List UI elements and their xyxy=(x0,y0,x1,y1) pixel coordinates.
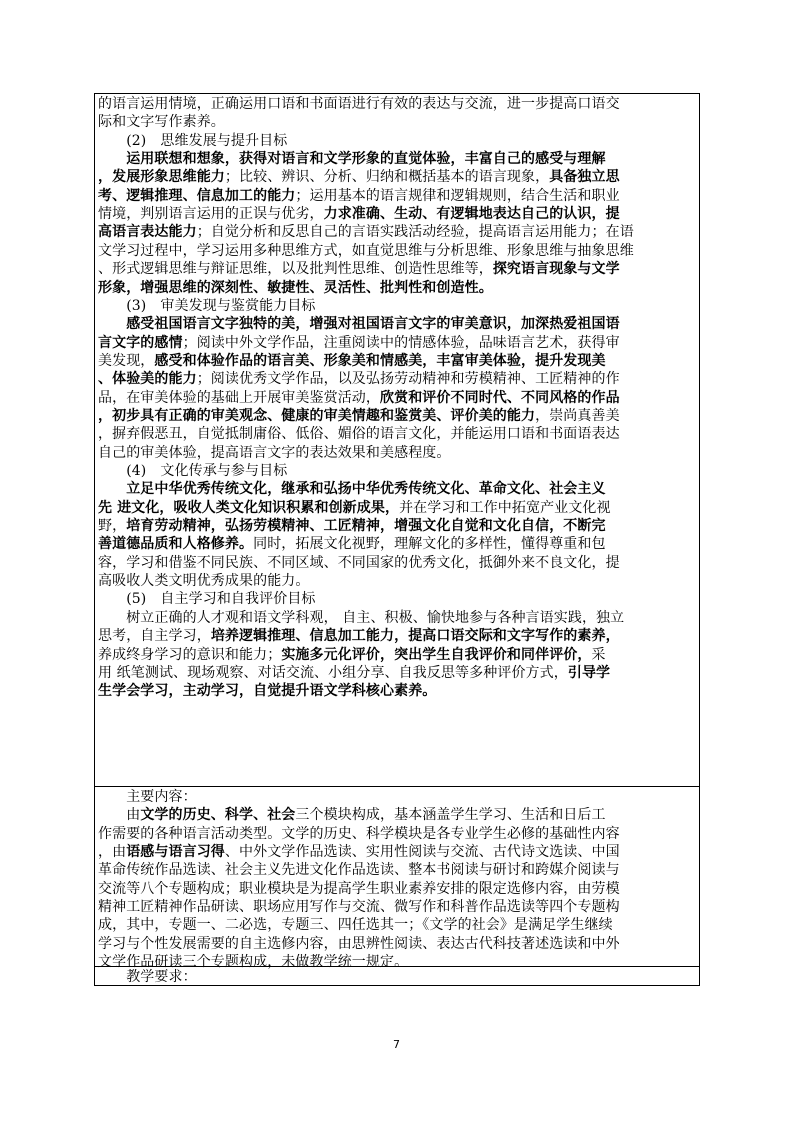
text-line xyxy=(98,682,698,700)
text-run: 成，其中，专题一、二必选，专题三、四任选其一；《文学的社会》是满足学生继续 xyxy=(98,917,613,934)
text-line xyxy=(98,499,698,517)
text-line xyxy=(98,352,698,370)
bold-text: 培育劳动精神，弘扬劳模精神、工匠精神，增强文化自觉和文化自信，不断完 xyxy=(126,518,606,535)
bold-text: 培养逻辑推理、信息加工能力，提高口语交际和文字写作的素养， xyxy=(210,628,620,645)
bold-text: 语感与语言习得 xyxy=(126,844,225,861)
bold-text: 善道德品质和人格修养。 xyxy=(98,536,254,553)
text-run: 思考，自主学习， xyxy=(98,628,211,645)
text-line xyxy=(98,187,698,205)
text-run: 文学习过程中，学习运用多种思维方式，如直觉思维与分析思维、形象思维与抽象思维 xyxy=(98,242,634,259)
text-line xyxy=(98,916,698,934)
bold-text: 言文字的感情 xyxy=(98,334,183,351)
bold-text: 高语言表达能力 xyxy=(98,224,197,241)
text-run: 并在学习和工作中拓宽产业文化视 xyxy=(399,499,611,516)
text-line xyxy=(98,370,698,388)
bold-text: 先 进文化，吸收人类文化知识积累和创新成果， xyxy=(98,499,400,516)
text-run: 采 xyxy=(591,646,606,663)
text-run: 养成终身学习的意识和能力； xyxy=(98,646,282,663)
text-run: ，崇尚真善美 xyxy=(535,407,620,424)
text-run: 美发现， xyxy=(98,352,155,369)
bold-text: 欣赏和评价不同时代、不同风格的作品 xyxy=(380,389,620,406)
text-line xyxy=(98,150,698,168)
text-line xyxy=(98,223,698,241)
text-run: 野， xyxy=(98,518,127,535)
text-run: 品，在审美体验的基础上开展审美鉴赏活动， xyxy=(98,389,380,406)
text-run: 三个模块构成，基本涵盖学生学习、生活和日后工 xyxy=(295,807,606,824)
text-run: 同时，拓展文化视野，理解文化的多样性，懂得尊重和包 xyxy=(253,536,606,553)
bold-text: 生学会学习，主动学习，自觉提升语文学科核心素养。 xyxy=(98,683,437,700)
text-run: 由 xyxy=(98,807,141,824)
text-run: 自己的审美体验，提高语言文字的表达效果和美感程度。 xyxy=(98,444,451,461)
text-line xyxy=(98,806,698,824)
text-line xyxy=(98,788,698,806)
text-run: 作需要的各种语言活动类型。文学的历史、科学模块是各专业学生必修的基础性内容 xyxy=(98,825,620,842)
text-line xyxy=(98,425,698,443)
text-line xyxy=(98,554,698,572)
text-line xyxy=(98,627,698,645)
text-run: (3) 审美发现与鉴赏能力目标 xyxy=(98,297,316,314)
text-run: 革命传统作品选读、社会主义先进文化作品选读、整本书阅读与研讨和跨媒介阅读与 xyxy=(98,862,620,879)
text-line xyxy=(98,444,698,462)
bold-text: 感受和体验作品的语言美、形象美和情感美，丰富审美体验，提升发现美 xyxy=(154,352,606,369)
text-run: ；运用基本的语言规律和逻辑规则，结合生活和职业 xyxy=(295,187,620,204)
text-line xyxy=(98,572,698,590)
text-run: 高吸收人类文明优秀成果的能力。 xyxy=(98,573,310,590)
text-line xyxy=(98,825,698,843)
bold-text: 实施多元化评价，突出学生自我评价和同伴评价， xyxy=(281,646,592,663)
text-line xyxy=(98,95,698,113)
page-number: 7 xyxy=(393,1038,400,1051)
text-line xyxy=(98,609,698,627)
text-run: (5) 自主学习和自我评价目标 xyxy=(98,591,316,608)
text-run: 情境，判别语言运用的正误与优劣， xyxy=(98,206,324,223)
bold-text: 考、逻辑推理、信息加工的能力 xyxy=(98,187,296,204)
text-run: 的语言运用情境，正确运用口语和书面语进行有效的表达与交流，进一步提高口语交 xyxy=(98,96,620,112)
text-run: 文学作品研读三个专题构成，未做教学统一规定。 xyxy=(98,954,409,971)
text-line xyxy=(98,861,698,879)
bold-text: 形象，增强思维的深刻性、敏捷性、灵活性、批判性和创造性。 xyxy=(98,279,493,296)
text-line xyxy=(98,590,698,608)
text-run: 用 纸笔测试、现场观察、对话交流、小组分享、自我反思等多种评价方式， xyxy=(98,664,568,681)
text-run: 主要内容： xyxy=(98,789,197,805)
text-line xyxy=(98,968,698,986)
row-divider xyxy=(94,786,700,787)
text-run: 精神工匠精神作品研读、职场应用写作与交流、微写作和科普作品选读等四个专题构 xyxy=(98,899,620,916)
text-line xyxy=(98,389,698,407)
text-line xyxy=(98,843,698,861)
text-run: ；阅读中外文学作品，注重阅读中的情感体验，品味语言艺术，获得审 xyxy=(182,334,620,351)
text-line xyxy=(98,880,698,898)
text-run: 容，学习和借鉴不同民族、不同区域、不同国家的优秀文化，抵御外来不良文化，提 xyxy=(98,554,620,571)
bold-text: 运用联想和想象，获得对语言和文学形象的直觉体验，丰富自己的感受与理解 xyxy=(98,151,606,168)
text-line xyxy=(98,168,698,186)
text-line xyxy=(98,132,698,150)
text-run: 学习与个性发展需要的自主选修内容，由思辨性阅读、表达古代科技著述选读和中外 xyxy=(98,935,620,952)
text-line xyxy=(98,297,698,315)
bold-text: 引导学 xyxy=(567,664,611,681)
text-run: 际和文字写作素养。 xyxy=(98,114,225,131)
bold-text: 力求准确、生动、有逻辑地表达自己的认识，提 xyxy=(323,206,620,223)
bold-text: 、体验美的能力 xyxy=(98,371,197,388)
text-run: ，摒弃假恶丑，自觉抵制庸俗、低俗、媚俗的语言文化，并能运用口语和书面语表达 xyxy=(98,426,620,443)
text-run: 树立正确的人才观和语文学科观， 自主、积极、愉快地参与各种言语实践，独立 xyxy=(98,609,625,626)
text-line xyxy=(98,646,698,664)
bold-text: 探究语言现象与文学 xyxy=(492,261,620,278)
text-line xyxy=(98,407,698,425)
text-line xyxy=(98,462,698,480)
text-run: (2) 思维发展与提升目标 xyxy=(98,132,288,149)
text-run: ，由 xyxy=(98,844,127,861)
text-line xyxy=(98,535,698,553)
text-run: 教学要求： xyxy=(98,969,197,985)
text-line xyxy=(98,315,698,333)
text-line xyxy=(98,205,698,223)
text-line xyxy=(98,242,698,260)
bold-text: ，发展形象思维能力 xyxy=(98,169,225,186)
text-line xyxy=(98,480,698,498)
text-run: ；阅读优秀文学作品，以及弘扬劳动精神和劳模精神、工匠精神的作 xyxy=(196,371,620,388)
text-run: (4) 文化传承与参与目标 xyxy=(98,463,288,479)
text-line xyxy=(98,898,698,916)
text-line xyxy=(98,260,698,278)
text-run: 、形式逻辑思维与辩证思维，以及批判性思维、创造性思维等， xyxy=(98,261,493,278)
text-line xyxy=(98,935,698,953)
text-line xyxy=(98,113,698,131)
text-run: 、中外文学作品选读、实用性阅读与交流、古代诗文选读、中国 xyxy=(224,844,620,861)
text-run: ；自觉分析和反思自己的言语实践活动经验，提高语言运用能力；在语 xyxy=(196,224,634,241)
bold-text: ，初步具有正确的审美观念、健康的审美情趣和鉴赏美、评价美的能力 xyxy=(98,407,536,424)
bold-text: 感受祖国语言文字独特的美，增强对祖国语言文字的审美意识，加深热爱祖国语 xyxy=(98,316,620,333)
text-line xyxy=(98,517,698,535)
bold-text: 立足中华优秀传统文化，继承和弘扬中华优秀传统文化、革命文化、社会主义 xyxy=(98,481,606,498)
text-run: ；比较、辨识、分析、归纳和概括基本的语言现象， xyxy=(224,169,550,186)
text-line xyxy=(98,664,698,682)
text-run: 交流等八个专题构成；职业模块是为提高学生职业素养安排的限定选修内容，由劳模 xyxy=(98,880,620,897)
text-line xyxy=(98,279,698,297)
bold-text: 文学的历史、科学、社会 xyxy=(140,807,296,824)
bold-text: 具备独立思 xyxy=(549,169,620,186)
text-line xyxy=(98,334,698,352)
